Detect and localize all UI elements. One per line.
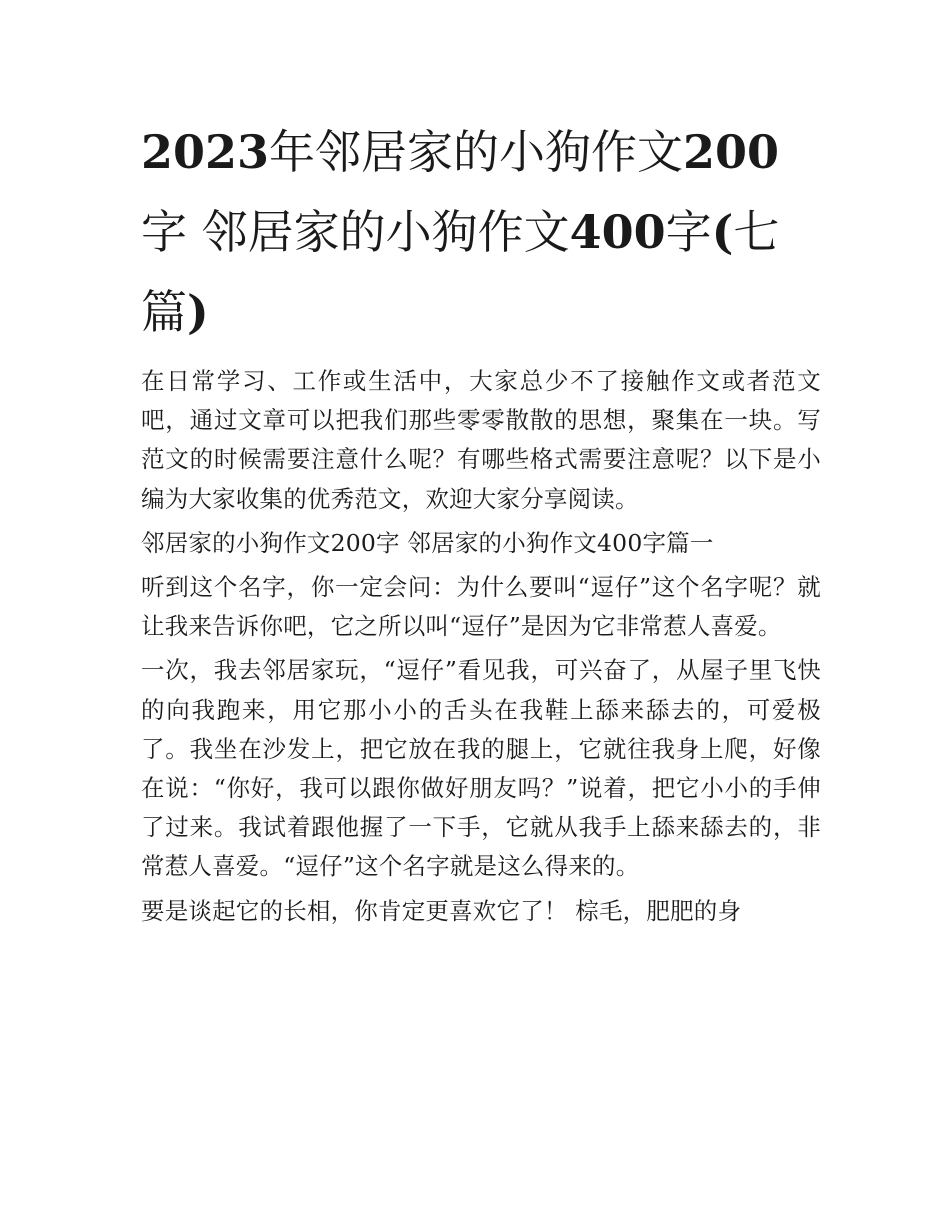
document-title: 2023年邻居家的小狗作文200字 邻居家的小狗作文400字(七篇): [141, 125, 780, 339]
body-paragraph: 一次，我去邻居家玩，“逗仔”看见我，可兴奋了，从屋子里飞快的向我跑来，用它那小小的舌头在我鞋上舔来舔去的，可爱极了。我坐在沙发上，把它放在我的腿上，它就往我身上爬，好像在说：“你好，我可以跟你做好朋友吗？”说着，把它小小的手伸了过来。我试着跟他握了一下手，它就从我手上舔来舔去的，非常惹人喜爱。“逗仔”这个名字就是这么得来的。: [141, 656, 821, 881]
intro-paragraph: 在日常学习、工作或生活中，大家总少不了接触作文或者范文吧，通过文章可以把我们那些零零散散的思想，聚集在一块。写范文的时候需要注意什么呢？有哪些格式需要注意呢？以下是小编为大家收集的优秀范文，欢迎大家分享阅读。: [141, 367, 821, 513]
document-content: [141, 112, 821, 931]
body-paragraph: 听到这个名字，你一定会问：为什么要叫“逗仔”这个名字呢？就让我来告诉你吧，它之所以叫“逗仔”是因为它非常惹人喜爱。: [141, 573, 821, 641]
body-paragraph: 要是谈起它的长相，你肯定更喜欢它了！ 棕毛，肥肥的身: [141, 896, 742, 925]
section-heading: 邻居家的小狗作文200字 邻居家的小狗作文400字篇一: [141, 528, 714, 557]
